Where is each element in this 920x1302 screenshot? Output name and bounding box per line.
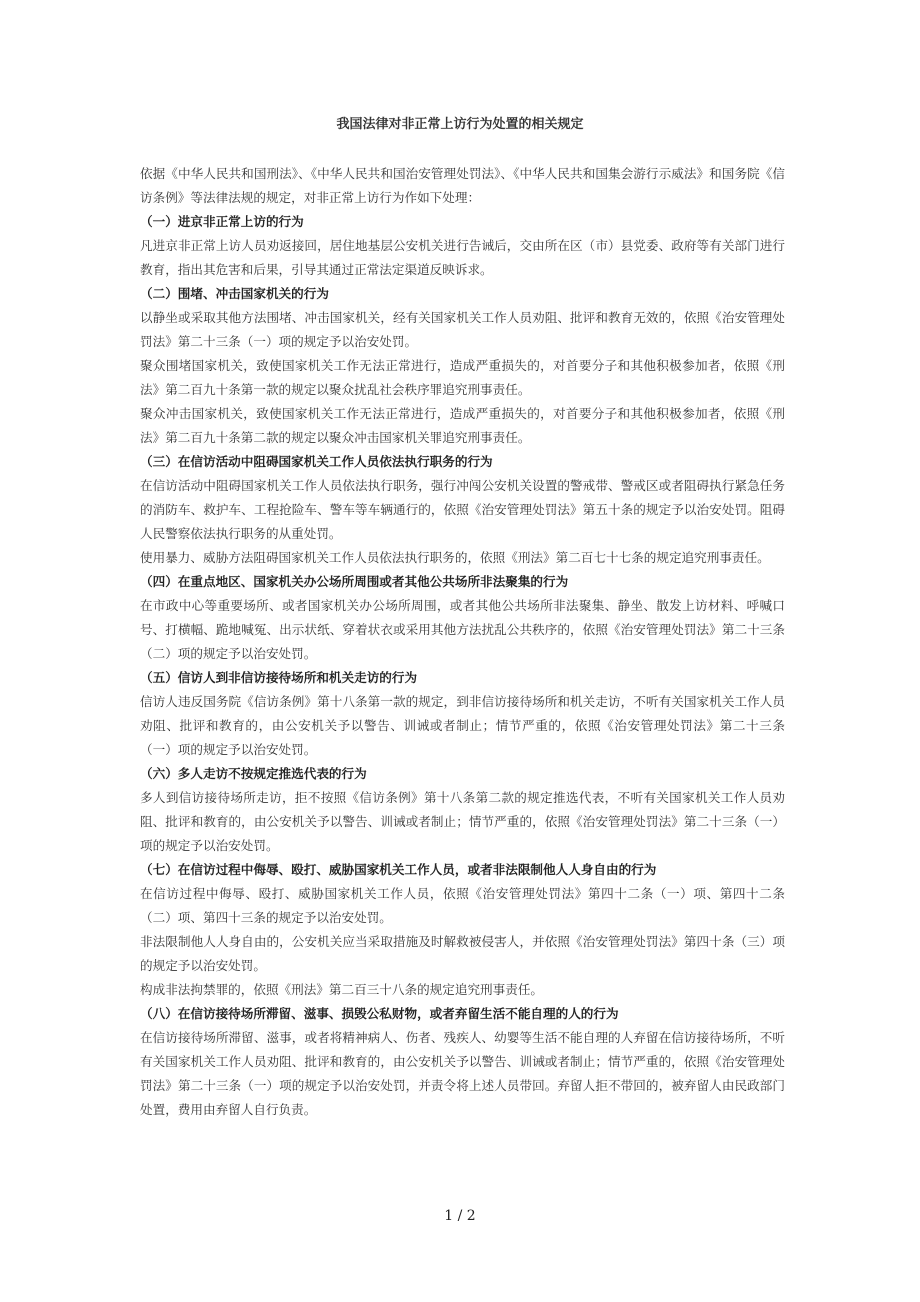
section-paragraph: 在信访活动中阻碍国家机关工作人员依法执行职务，强行冲闯公安机关设置的警戒带、警戒区或者阻碍执行紧急任务的消防车、救护车、工程抢险车、警车等车辆通行的，依照《治安管理处罚法》第五十条的规定予以治安处罚。阻碍人民警察依法执行职务的从重处罚。	[140, 478, 785, 541]
section-heading: （四）在重点地区、国家机关办公场所周围或者其他公共场所非法聚集的行为	[140, 574, 569, 589]
section-paragraph: 构成非法拘禁罪的，依照《刑法》第二百三十八条的规定追究刑事责任。	[140, 982, 543, 997]
intro-paragraph: 依据《中华人民共和国刑法》、《中华人民共和国治安管理处罚法》、《中华人民共和国集会游行示威法》和国务院《信访条例》等法律法规的规定，对非正常上访行为作如下处理：	[140, 166, 785, 205]
section-heading: （七）在信访过程中侮辱、殴打、威胁国家机关工作人员，或者非法限制他人人身自由的行为	[140, 862, 657, 877]
section-heading: （五）信访人到非信访接待场所和机关走访的行为	[140, 670, 418, 685]
section-heading: （六）多人走访不按规定推选代表的行为	[140, 766, 367, 781]
section-paragraph: 聚众冲击国家机关，致使国家机关工作无法正常进行，造成严重损失的，对首要分子和其他积极参加者，依照《刑法》第二百九十条第二款的规定以聚众冲击国家机关罪追究刑事责任。	[140, 406, 785, 445]
section-paragraph: 信访人违反国务院《信访条例》第十八条第一款的规定，到非信访接待场所和机关走访，不听有关国家机关工作人员劝阻、批评和教育的，由公安机关予以警告、训诫或者制止；情节严重的，依照《治安管理处罚法》第二十三条（一）项的规定予以治安处罚。	[140, 694, 785, 757]
section-paragraph: 在信访过程中侮辱、殴打、威胁国家机关工作人员，依照《治安管理处罚法》第四十二条（一）项、第四十二条（二）项、第四十三条的规定予以治安处罚。	[140, 886, 785, 925]
section-paragraph: 以静坐或采取其他方法围堵、冲击国家机关，经有关国家机关工作人员劝阻、批评和教育无效的，依照《治安管理处罚法》第二十三条（一）项的规定予以治安处罚。	[140, 310, 785, 349]
section-heading: （三）在信访活动中阻碍国家机关工作人员依法执行职务的行为	[140, 454, 493, 469]
section-paragraph: 多人到信访接待场所走访，拒不按照《信访条例》第十八条第二款的规定推选代表，不听有关国家机关工作人员劝阻、批评和教育的，由公安机关予以警告、训诫或者制止；情节严重的，依照《治安管理处罚法》第二十三条（一）项的规定予以治安处罚。	[140, 790, 785, 853]
section-heading: （二）围堵、冲击国家机关的行为	[140, 286, 329, 301]
section-heading: （一）进京非正常上访的行为	[140, 214, 304, 229]
document-body	[140, 162, 785, 1122]
page-number: 1 / 2	[444, 1208, 476, 1224]
section-paragraph: 凡进京非正常上访人员劝返接回，居住地基层公安机关进行告诫后，交由所在区（市）县党委、政府等有关部门进行教育，指出其危害和后果，引导其通过正常法定渠道反映诉求。	[140, 238, 785, 277]
section-heading: （八）在信访接待场所滞留、滋事、损毁公私财物，或者弃留生活不能自理的人的行为	[140, 1006, 619, 1021]
section-paragraph: 在市政中心等重要场所、或者国家机关办公场所周围，或者其他公共场所非法聚集、静坐、散发上访材料、呼喊口号、打横幅、跪地喊冤、出示状纸、穿着状衣或采用其他方法扰乱公共秩序的，依照《治安管理处罚法》第二十三条（二）项的规定予以治安处罚。	[140, 598, 785, 661]
section-paragraph: 在信访接待场所滞留、滋事，或者将精神病人、伤者、残疾人、幼婴等生活不能自理的人弃留在信访接待场所，不听有关国家机关工作人员劝阻、批评和教育的，由公安机关予以警告、训诫或者制止；情节严重的，依照《治安管理处罚法》第二十三条（一）项的规定予以治安处罚，并责令将上述人员带回。弃留人拒不带回的，被弃留人由民政部门处置，费用由弃留人自行负责。	[140, 1030, 785, 1117]
section-paragraph: 聚众围堵国家机关，致使国家机关工作无法正常进行，造成严重损失的，对首要分子和其他积极参加者，依照《刑法》第二百九十条第一款的规定以聚众扰乱社会秩序罪追究刑事责任。	[140, 358, 785, 397]
section-paragraph: 使用暴力、威胁方法阻碍国家机关工作人员依法执行职务的，依照《刑法》第二百七十七条的规定追究刑事责任。	[140, 550, 770, 565]
section-paragraph: 非法限制他人人身自由的，公安机关应当采取措施及时解救被侵害人，并依照《治安管理处罚法》第四十条（三）项的规定予以治安处罚。	[140, 934, 785, 973]
document-title: 我国法律对非正常上访行为处置的相关规定	[336, 117, 584, 132]
